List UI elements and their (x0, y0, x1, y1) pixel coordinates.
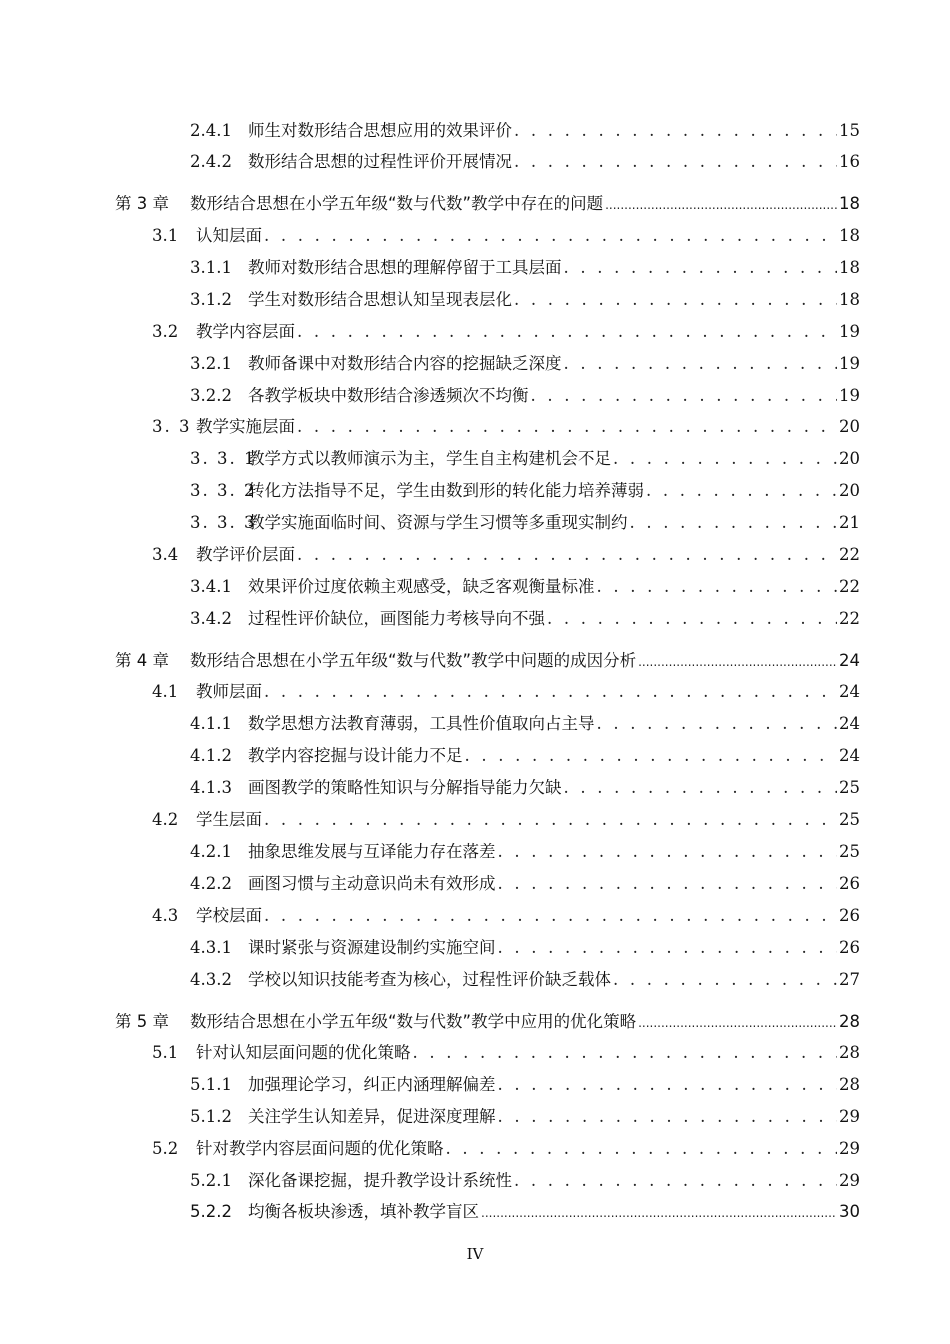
toc-entry-page: 29 (839, 1107, 860, 1126)
toc-entry-title: 师生对数形结合思想应用的效果评价 (248, 121, 512, 140)
toc-entry-page: 15 (839, 121, 860, 140)
toc-entry-title: 教学方式以教师演示为主，学生自主构建机会不足 (248, 449, 611, 468)
toc-section-entry[interactable] (152, 1039, 860, 1067)
toc-entry-page: 26 (839, 906, 860, 925)
toc-entry-number: 3.2 (152, 322, 179, 341)
toc-entry-page: 25 (839, 842, 860, 861)
toc-entry-number: 3.2.1 (190, 354, 232, 373)
toc-entry-number: 2.4.2 (190, 152, 232, 171)
toc-entry-title: 各教学板块中数形结合渗透频次不均衡 (248, 386, 529, 405)
dot-leader (638, 648, 837, 676)
dot-leader (630, 509, 838, 537)
toc-entry-title: 数学思想方法教育薄弱，工具性价值取向占主导 (248, 714, 595, 733)
toc-subsection-entry[interactable] (190, 1103, 860, 1131)
toc-entry-page: 22 (839, 545, 860, 564)
dot-leader (297, 413, 837, 441)
toc-subsection-entry[interactable] (190, 573, 860, 601)
toc-entry-number: 4.2.2 (190, 874, 232, 893)
toc-entry-title: 深化备课挖掘，提升教学设计系统性 (248, 1171, 512, 1190)
dot-leader (547, 605, 837, 633)
dot-leader (498, 1071, 838, 1099)
toc-entry-title: 画图教学的策略性知识与分解指导能力欠缺 (248, 778, 562, 797)
toc-entry-number: 第 5 章 (115, 1012, 169, 1031)
toc-entry-page: 24 (839, 746, 860, 765)
toc-entry-page: 29 (839, 1171, 860, 1190)
toc-subsection-entry[interactable] (190, 1071, 860, 1099)
toc-entry-number: 3.2.2 (190, 386, 232, 405)
dot-leader (514, 117, 837, 145)
dot-leader (613, 445, 837, 473)
toc-entry-page: 28 (839, 1043, 860, 1062)
toc-subsection-entry[interactable] (190, 742, 860, 770)
toc-entry-number: 4.2.1 (190, 842, 232, 861)
toc-entry-page: 26 (839, 938, 860, 957)
toc-section-entry[interactable] (152, 806, 860, 834)
toc-subsection-entry[interactable] (190, 117, 860, 145)
toc-entry-page: 20 (839, 417, 860, 436)
dot-leader (514, 148, 837, 176)
dot-leader (264, 678, 837, 706)
toc-section-entry[interactable] (152, 222, 860, 250)
toc-entry-title: 数形结合思想在小学五年级“数与代数”教学中存在的问题 (190, 194, 604, 213)
toc-entry-title: 抽象思维发展与互译能力存在落差 (248, 842, 496, 861)
toc-entry-page: 20 (839, 481, 860, 500)
dot-leader (498, 870, 838, 898)
toc-entry-title: 过程性评价缺位，画图能力考核导向不强 (248, 609, 545, 628)
toc-entry-number: 5.2.1 (190, 1171, 232, 1190)
toc-entry-number: 3. 3. 2 (190, 481, 257, 500)
toc-entry-title: 教学评价层面 (196, 545, 295, 564)
toc-entry-number: 4.1 (152, 682, 179, 701)
toc-entry-page: 19 (839, 354, 860, 373)
toc-entry-number: 5.1.2 (190, 1107, 232, 1126)
dot-leader (446, 1135, 838, 1163)
toc-chapter-entry[interactable] (115, 647, 860, 675)
toc-entry-title: 均衡各板块渗透，填补教学盲区 (248, 1202, 479, 1221)
toc-entry-number: 3. 3 (152, 417, 192, 436)
dot-leader (465, 742, 838, 770)
dot-leader (613, 966, 837, 994)
toc-entry-title: 教师层面 (196, 682, 262, 701)
toc-entry-title: 关注学生认知差异，促进深度理解 (248, 1107, 496, 1126)
toc-entry-page: 25 (839, 810, 860, 829)
toc-entry-page: 25 (839, 778, 860, 797)
toc-entry-title: 学生层面 (196, 810, 262, 829)
dot-leader (531, 382, 838, 410)
toc-entry-number: 5.2.2 (190, 1202, 232, 1221)
dot-leader (264, 222, 837, 250)
dot-leader (514, 286, 837, 314)
toc-section-entry[interactable] (152, 318, 860, 346)
dot-leader (413, 1039, 838, 1067)
toc-entry-number: 第 3 章 (115, 194, 169, 213)
toc-chapter-entry[interactable] (115, 1008, 860, 1036)
toc-entry-page: 24 (839, 651, 860, 670)
toc-entry-page: 18 (839, 290, 860, 309)
toc-entry-page: 27 (839, 970, 860, 989)
toc-entry-page: 19 (839, 322, 860, 341)
toc-entry-title: 效果评价过度依赖主观感受，缺乏客观衡量标准 (248, 577, 595, 596)
dot-leader (564, 254, 838, 282)
toc-entry-title: 转化方法指导不足，学生由数到形的转化能力培养薄弱 (248, 481, 644, 500)
toc-subsection-entry[interactable] (190, 1167, 860, 1195)
toc-entry-page: 29 (839, 1139, 860, 1158)
toc-entry-number: 4.3.2 (190, 970, 232, 989)
toc-subsection-entry[interactable] (190, 477, 860, 505)
toc-section-entry[interactable] (152, 1135, 860, 1163)
toc-entry-page: 19 (839, 386, 860, 405)
toc-subsection-entry[interactable] (190, 774, 860, 802)
toc-entry-number: 3. 3. 3 (190, 513, 257, 532)
toc-entry-number: 4.3 (152, 906, 179, 925)
toc-subsection-entry[interactable] (190, 509, 860, 537)
dot-leader (638, 1009, 837, 1037)
toc-entry-title: 课时紧张与资源建设制约实施空间 (248, 938, 496, 957)
dot-leader (498, 934, 838, 962)
toc-entry-page: 24 (839, 682, 860, 701)
dot-leader (564, 350, 838, 378)
toc-entry-title: 学校层面 (196, 906, 262, 925)
toc-subsection-entry[interactable] (190, 1198, 860, 1226)
toc-entry-title: 画图习惯与主动意识尚未有效形成 (248, 874, 496, 893)
toc-section-entry[interactable] (152, 902, 860, 930)
toc-entry-page: 28 (839, 1012, 860, 1031)
toc-entry-number: 3.4.1 (190, 577, 232, 596)
toc-entry-title: 数形结合思想的过程性评价开展情况 (248, 152, 512, 171)
toc-entry-page: 21 (839, 513, 860, 532)
dot-leader (597, 573, 838, 601)
toc-subsection-entry[interactable] (190, 934, 860, 962)
toc-entry-number: 4.2 (152, 810, 179, 829)
toc-entry-number: 3. 3. 1 (190, 449, 257, 468)
toc-entry-title: 教学实施层面 (196, 417, 295, 436)
toc-entry-page: 18 (839, 194, 860, 213)
toc-section-entry[interactable] (152, 678, 860, 706)
dot-leader (498, 838, 838, 866)
dot-leader (597, 710, 838, 738)
toc-entry-page: 18 (839, 226, 860, 245)
dot-leader (297, 318, 837, 346)
toc-entry-title: 教学内容挖掘与设计能力不足 (248, 746, 463, 765)
toc-entry-title: 教学内容层面 (196, 322, 295, 341)
toc-chapter-entry[interactable] (115, 190, 860, 218)
toc-entry-title: 教师对数形结合思想的理解停留于工具层面 (248, 258, 562, 277)
toc-subsection-entry[interactable] (190, 350, 860, 378)
toc-section-entry[interactable] (152, 541, 860, 569)
toc-subsection-entry[interactable] (190, 382, 860, 410)
toc-subsection-entry[interactable] (190, 254, 860, 282)
toc-entry-number: 第 4 章 (115, 651, 169, 670)
toc-entry-page: 22 (839, 609, 860, 628)
toc-entry-page: 28 (839, 1075, 860, 1094)
toc-entry-page: 24 (839, 714, 860, 733)
toc-entry-number: 2.4.1 (190, 121, 232, 140)
toc-entry-page: 16 (839, 152, 860, 171)
toc-entry-number: 3.1 (152, 226, 179, 245)
dot-leader (564, 774, 838, 802)
dot-leader (498, 1103, 838, 1131)
toc-entry-title: 教师备课中对数形结合内容的挖掘缺乏深度 (248, 354, 562, 373)
toc-subsection-entry[interactable] (190, 710, 860, 738)
toc-subsection-entry[interactable] (190, 445, 860, 473)
toc-entry-number: 3.1.2 (190, 290, 232, 309)
toc-entry-title: 针对认知层面问题的优化策略 (196, 1043, 411, 1062)
toc-entry-number: 5.2 (152, 1139, 179, 1158)
page-number-footer: IV (466, 1245, 484, 1263)
dot-leader (646, 477, 837, 505)
toc-entry-number: 3.1.1 (190, 258, 232, 277)
toc-entry-number: 3.4.2 (190, 609, 232, 628)
toc-entry-number: 4.1.3 (190, 778, 232, 797)
toc-entry-page: 26 (839, 874, 860, 893)
toc-entry-title: 数形结合思想在小学五年级“数与代数”教学中问题的成因分析 (190, 651, 637, 670)
toc-section-entry[interactable] (152, 413, 860, 441)
toc-entry-title: 数形结合思想在小学五年级“数与代数”教学中应用的优化策略 (190, 1012, 637, 1031)
toc-entry-number: 3.4 (152, 545, 179, 564)
toc-subsection-entry[interactable] (190, 286, 860, 314)
toc-entry-title: 加强理论学习，纠正内涵理解偏差 (248, 1075, 496, 1094)
toc-entry-title: 学生对数形结合思想认知呈现表层化 (248, 290, 512, 309)
toc-entry-number: 4.3.1 (190, 938, 232, 957)
toc-entry-number: 4.1.2 (190, 746, 232, 765)
toc-subsection-entry[interactable] (190, 838, 860, 866)
toc-entry-page: 20 (839, 449, 860, 468)
toc-entry-title: 针对教学内容层面问题的优化策略 (196, 1139, 444, 1158)
toc-entry-page: 18 (839, 258, 860, 277)
toc-entry-title: 学校以知识技能考查为核心，过程性评价缺乏载体 (248, 970, 611, 989)
toc-entry-number: 5.1.1 (190, 1075, 232, 1094)
toc-entry-page: 30 (839, 1202, 860, 1221)
toc-entry-number: 4.1.1 (190, 714, 232, 733)
dot-leader (264, 902, 837, 930)
toc-entry-title: 认知层面 (196, 226, 262, 245)
toc-subsection-entry[interactable] (190, 148, 860, 176)
dot-leader (264, 806, 837, 834)
toc-entry-page: 22 (839, 577, 860, 596)
toc-subsection-entry[interactable] (190, 870, 860, 898)
toc-subsection-entry[interactable] (190, 966, 860, 994)
dot-leader (297, 541, 837, 569)
dot-leader (514, 1167, 837, 1195)
toc-entry-number: 5.1 (152, 1043, 179, 1062)
toc-subsection-entry[interactable] (190, 605, 860, 633)
toc-entry-title: 教学实施面临时间、资源与学生习惯等多重现实制约 (248, 513, 628, 532)
dot-leader (481, 1199, 837, 1227)
dot-leader (605, 191, 837, 219)
